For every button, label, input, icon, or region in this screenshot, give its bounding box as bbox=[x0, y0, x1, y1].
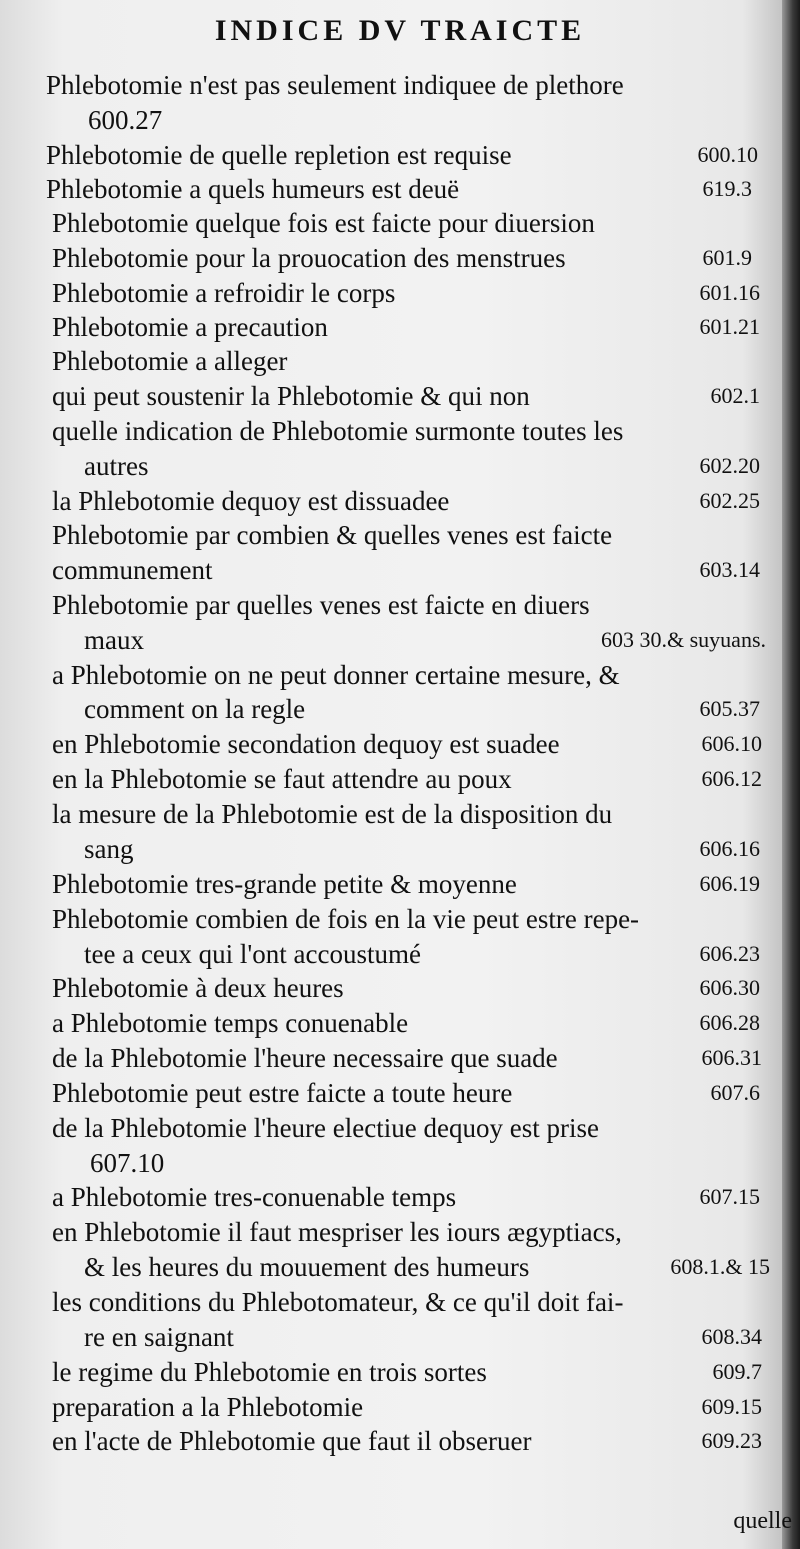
entry-text: Phlebotomie par quelles venes est faicte en diuers bbox=[52, 590, 590, 620]
index-entry bbox=[0, 241, 800, 275]
entry-text: re en saignant bbox=[84, 1322, 234, 1352]
index-entry bbox=[0, 379, 800, 413]
entry-text: a Phlebotomie tres-conuenable temps bbox=[52, 1182, 457, 1212]
entry-text: Phlebotomie pour la prouocation des menstrues bbox=[52, 243, 566, 273]
index-entry bbox=[0, 1076, 800, 1110]
index-entry bbox=[0, 1111, 800, 1145]
index-entry bbox=[0, 867, 800, 901]
index-entry bbox=[0, 1355, 800, 1389]
index-entry bbox=[0, 484, 800, 518]
entry-page-ref: 601.21 bbox=[699, 314, 760, 339]
entry-page-ref: 606.28 bbox=[699, 1010, 760, 1035]
index-entry bbox=[0, 518, 800, 552]
entry-page-ref: 606.16 bbox=[699, 836, 760, 861]
entry-text: en Phlebotomie secondation dequoy est suadee bbox=[52, 729, 560, 759]
index-entry bbox=[0, 1250, 800, 1284]
index-entry bbox=[0, 762, 800, 796]
index-entry bbox=[0, 797, 800, 831]
index-entry bbox=[0, 623, 800, 657]
entry-text: maux bbox=[84, 625, 144, 655]
index-entry bbox=[0, 68, 800, 102]
entry-page-ref: 603 30.& suyuans. bbox=[601, 627, 766, 652]
index-entry bbox=[0, 344, 800, 378]
entry-text: en l'acte de Phlebotomie que faut il obseruer bbox=[52, 1426, 532, 1456]
entry-page-ref: 601.16 bbox=[699, 280, 760, 305]
entry-text: a Phlebotomie on ne peut donner certaine mesure, & bbox=[52, 660, 620, 690]
entry-text: Phlebotomie combien de fois en la vie peut estre repe- bbox=[52, 904, 640, 934]
entry-text: 607.10 bbox=[90, 1148, 165, 1178]
index-entry bbox=[0, 206, 800, 240]
entry-text: de la Phlebotomie l'heure necessaire que suade bbox=[52, 1043, 558, 1073]
index-entry bbox=[0, 310, 800, 344]
entry-text: communement bbox=[52, 555, 213, 585]
entry-page-ref: 606.19 bbox=[699, 871, 760, 896]
entry-page-ref: 606.10 bbox=[701, 731, 762, 756]
index-entry bbox=[0, 658, 800, 692]
entry-text: comment on la regle bbox=[84, 694, 306, 724]
index-entry bbox=[0, 1320, 800, 1354]
entry-page-ref: 609.7 bbox=[712, 1359, 762, 1384]
entry-text: Phlebotomie a precaution bbox=[52, 312, 328, 342]
entry-page-ref: 601.9 bbox=[702, 245, 752, 270]
entry-text: a Phlebotomie temps conuenable bbox=[52, 1008, 409, 1038]
entry-page-ref: 603.14 bbox=[699, 557, 760, 582]
index-entry bbox=[0, 832, 800, 866]
index-entry bbox=[0, 971, 800, 1005]
entry-text: les conditions du Phlebotomateur, & ce qu'il doit fai- bbox=[52, 1287, 624, 1317]
entry-text: Phlebotomie à deux heures bbox=[52, 973, 344, 1003]
entry-page-ref: 605.37 bbox=[699, 696, 760, 721]
entry-text: Phlebotomie par combien & quelles venes est faicte bbox=[52, 520, 613, 550]
index-entry bbox=[0, 449, 800, 483]
index-entry bbox=[0, 1285, 800, 1319]
entry-text: le regime du Phlebotomie en trois sortes bbox=[52, 1357, 487, 1387]
entry-text: Phlebotomie peut estre faicte a toute heure bbox=[52, 1078, 513, 1108]
page-header: INDICE DV TRAICTE bbox=[214, 14, 586, 47]
entry-text: tee a ceux qui l'ont accoustumé bbox=[84, 939, 421, 969]
index-entry bbox=[0, 553, 800, 587]
index-entry bbox=[0, 588, 800, 622]
index-entry bbox=[0, 1215, 800, 1249]
index-entry bbox=[0, 937, 800, 971]
index-entry bbox=[0, 1006, 800, 1040]
index-entry bbox=[0, 414, 800, 448]
entry-text: sang bbox=[84, 834, 134, 864]
index-entry bbox=[0, 1424, 800, 1458]
entry-text: Phlebotomie a alleger bbox=[52, 346, 288, 376]
index-entry bbox=[0, 902, 800, 936]
entry-text: la Phlebotomie dequoy est dissuadee bbox=[52, 486, 450, 516]
index-entry bbox=[0, 1180, 800, 1214]
entry-text: quelle indication de Phlebotomie surmonte toutes les bbox=[52, 416, 624, 446]
index-entry bbox=[0, 103, 800, 137]
entry-text: Phlebotomie quelque fois est faicte pour diuersion bbox=[52, 208, 595, 238]
index-entry bbox=[0, 1146, 800, 1180]
entry-page-ref: 608.34 bbox=[701, 1324, 762, 1349]
entry-text: Phlebotomie a quels humeurs est deuë bbox=[46, 174, 460, 204]
entry-text: en la Phlebotomie se faut attendre au poux bbox=[52, 764, 512, 794]
entry-text: & les heures du mouuement des humeurs bbox=[84, 1252, 530, 1282]
entry-page-ref: 607.15 bbox=[699, 1184, 760, 1209]
entry-page-ref: 602.25 bbox=[699, 488, 760, 513]
entry-text: la mesure de la Phlebotomie est de la disposition du bbox=[52, 799, 613, 829]
index-entry bbox=[0, 276, 800, 310]
entry-page-ref: 609.15 bbox=[701, 1394, 762, 1419]
index-entry bbox=[0, 138, 800, 172]
entry-page-ref: 602.1 bbox=[710, 383, 760, 408]
entry-text: Phlebotomie n'est pas seulement indiquee de plethore bbox=[46, 70, 624, 100]
entry-text: preparation a la Phlebotomie bbox=[52, 1392, 364, 1422]
entry-page-ref: 619.3 bbox=[702, 176, 752, 201]
entry-page-ref: 606.23 bbox=[699, 941, 760, 966]
index-entry bbox=[0, 1041, 800, 1075]
catchword: quelle bbox=[733, 1508, 792, 1534]
index-entry bbox=[0, 1390, 800, 1424]
entry-text: de la Phlebotomie l'heure electiue dequoy est prise bbox=[52, 1113, 599, 1143]
entry-page-ref: 606.12 bbox=[701, 766, 762, 791]
entry-text: Phlebotomie a refroidir le corps bbox=[52, 278, 396, 308]
index-entry bbox=[0, 692, 800, 726]
entry-page-ref: 600.10 bbox=[697, 142, 758, 167]
entry-page-ref: 607.6 bbox=[710, 1080, 760, 1105]
index-entry bbox=[0, 172, 800, 206]
entry-page-ref: 606.30 bbox=[699, 975, 760, 1000]
entry-text: 600.27 bbox=[88, 105, 163, 135]
entry-page-ref: 609.23 bbox=[701, 1428, 762, 1453]
entry-page-ref: 606.31 bbox=[701, 1045, 762, 1070]
index-entry bbox=[0, 727, 800, 761]
entry-text: en Phlebotomie il faut mespriser les iours ægyptiacs, bbox=[52, 1217, 622, 1247]
entry-text: qui peut soustenir la Phlebotomie & qui non bbox=[52, 381, 530, 411]
entry-page-ref: 608.1.& 15 bbox=[670, 1254, 770, 1279]
entry-text: Phlebotomie tres-grande petite & moyenne bbox=[52, 869, 517, 899]
entry-text: autres bbox=[84, 451, 149, 481]
entry-text: Phlebotomie de quelle repletion est requise bbox=[46, 140, 512, 170]
entry-page-ref: 602.20 bbox=[699, 453, 760, 478]
